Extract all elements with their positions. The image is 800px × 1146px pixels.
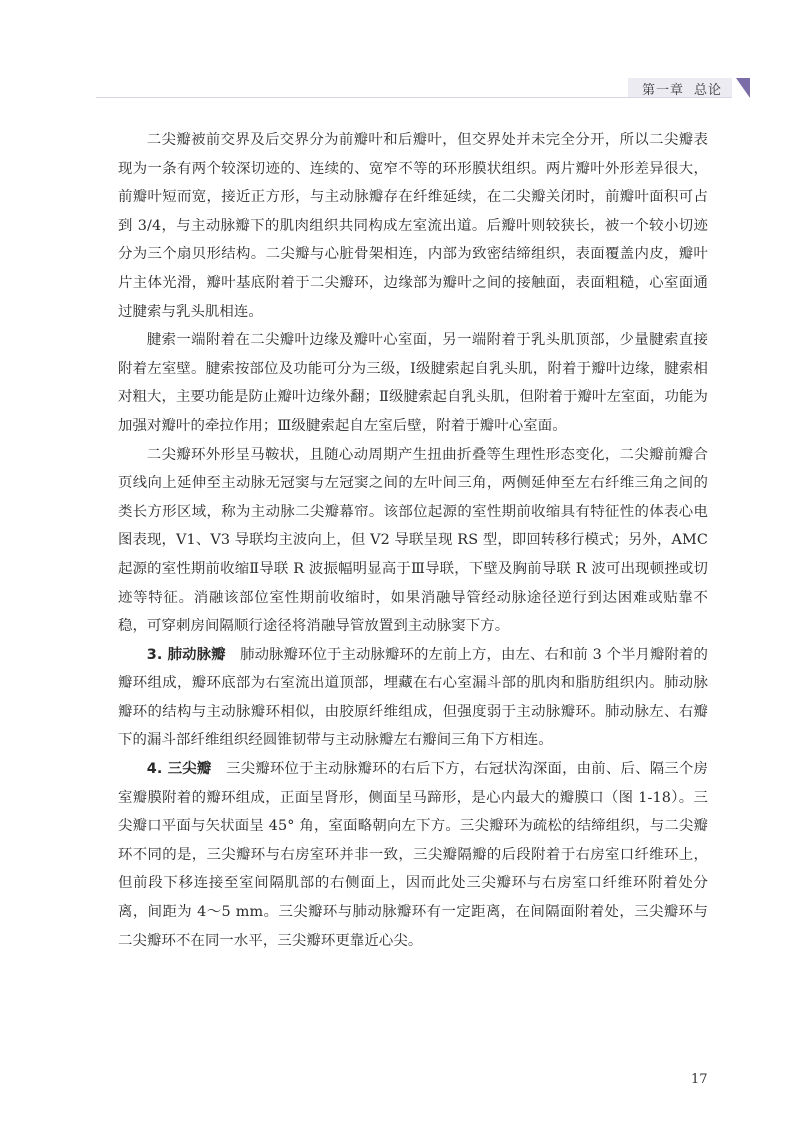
paragraph-mitral-valve [118,126,708,326]
section-lead-tricuspid-valve: 4. 三尖瓣 [146,761,212,778]
body-text [118,126,708,955]
header-triangle-decoration [736,78,750,98]
paragraph-text: 三尖瓣环位于主动脉瓣环的右后下方，右冠状沟深面，由前、后、隔三个房室瓣膜附着的瓣环组成，正面呈肾形，侧面呈马蹄形，是心内最大的瓣膜口（图 1-18）。三尖瓣口平面与矢状面呈 45° 角，室面略朝向左下方。三尖瓣环为疏松的结缔组织，与二尖瓣环不同的是，三尖瓣环与右房室环并非一致，三尖瓣隔瓣的后段附着于右房室口纤维环上，但前段下移连接至室间隔肌部的右侧面上，因而此处三尖瓣环与右房室口纤维环附着处分离，间距为 4～5 mm。三尖瓣环与肺动脉瓣环有一定距离，在间隔面附着处，三尖瓣环与二尖瓣环不在同一水平，三尖瓣环更靠近心尖。 [118,761,709,949]
page-number: 17 [691,1072,708,1087]
paragraph-chordae [118,326,708,440]
paragraph-tricuspid-valve [118,755,708,955]
paragraph-text: 肺动脉瓣环位于主动脉瓣环的左前上方，由左、右和前 3 个半月瓣附着的瓣环组成，瓣环底部为右室流出道顶部，埋藏在右心室漏斗部的肌肉和脂肪组织内。肺动脉瓣环的结构与主动脉瓣环相似，由胶原纤维组成，但强度弱于主动脉瓣环。肺动脉左、右瓣下的漏斗部纤维组织经圆锥韧带与主动脉瓣左右瓣间三角下方相连。 [118,646,708,749]
paragraph-text: 二尖瓣环外形呈马鞍状，且随心动周期产生扭曲折叠等生理性形态变化，二尖瓣前瓣合页线向上延伸至主动脉无冠窦与左冠窦之间的左叶间三角，两侧延伸至左右纤维三角之间的类长方形区域，称为主动脉二尖瓣幕帘。该部位起源的室性期前收缩具有特征性的体表心电图表现，V1、V3 导联均主波向上，但 V2 导联呈现 RS 型，即回转移行模式；另外，AMC 起源的室性期前收缩Ⅱ导联 R 波振幅明显高于Ⅲ导联，下壁及胸前导联 R 波可出现顿挫或切迹等特征。消融该部位室性期前收缩时，如果消融导管经动脉途径逆行到达困难或贴靠不稳，可穿刺房间隔顺行途径将消融导管放置到主动脉窦下方。 [118,446,708,635]
header-rule [96,97,732,98]
chapter-title: 总论 [693,82,722,98]
chapter-number: 第一章 [641,82,684,98]
paragraph-pulmonary-valve [118,641,708,755]
paragraph-text: 腱索一端附着在二尖瓣叶边缘及瓣叶心室面，另一端附着于乳头肌顶部，少量腱索直接附着左室壁。腱索按部位及功能可分为三级，Ⅰ级腱索起自乳头肌，附着于瓣叶边缘，腱索相对粗大，主要功能是防止瓣叶边缘外翻；Ⅱ级腱索起自乳头肌，但附着于瓣叶左室面，功能为加强对瓣叶的牵拉作用；Ⅲ级腱索起自左室后壁，附着于瓣叶心室面。 [118,332,708,434]
chapter-tab [628,78,732,98]
paragraph-text: 二尖瓣被前交界及后交界分为前瓣叶和后瓣叶，但交界处并未完全分开，所以二尖瓣表现为一条有两个较深切迹的、连续的、宽窄不等的环形膜状组织。两片瓣叶外形差异很大，前瓣叶短而宽，接近正方形，与主动脉瓣存在纤维延续，在二尖瓣关闭时，前瓣叶面积可占到 3/4，与主动脉瓣下的肌肉组织共同构成左室流出道。后瓣叶则较狭长，被一个较小切迹分为三个扇贝形结构。二尖瓣与心脏骨架相连，内部为致密结缔组织，表面覆盖内皮，瓣叶片主体光滑，瓣叶基底附着于二尖瓣环，边缘部为瓣叶之间的接触面，表面粗糙，心室面通过腱索与乳头肌相连。 [118,132,708,320]
section-lead-pulmonary-valve: 3. 肺动脉瓣 [146,646,226,663]
running-header [628,78,732,98]
paragraph-mitral-annulus [118,441,708,641]
